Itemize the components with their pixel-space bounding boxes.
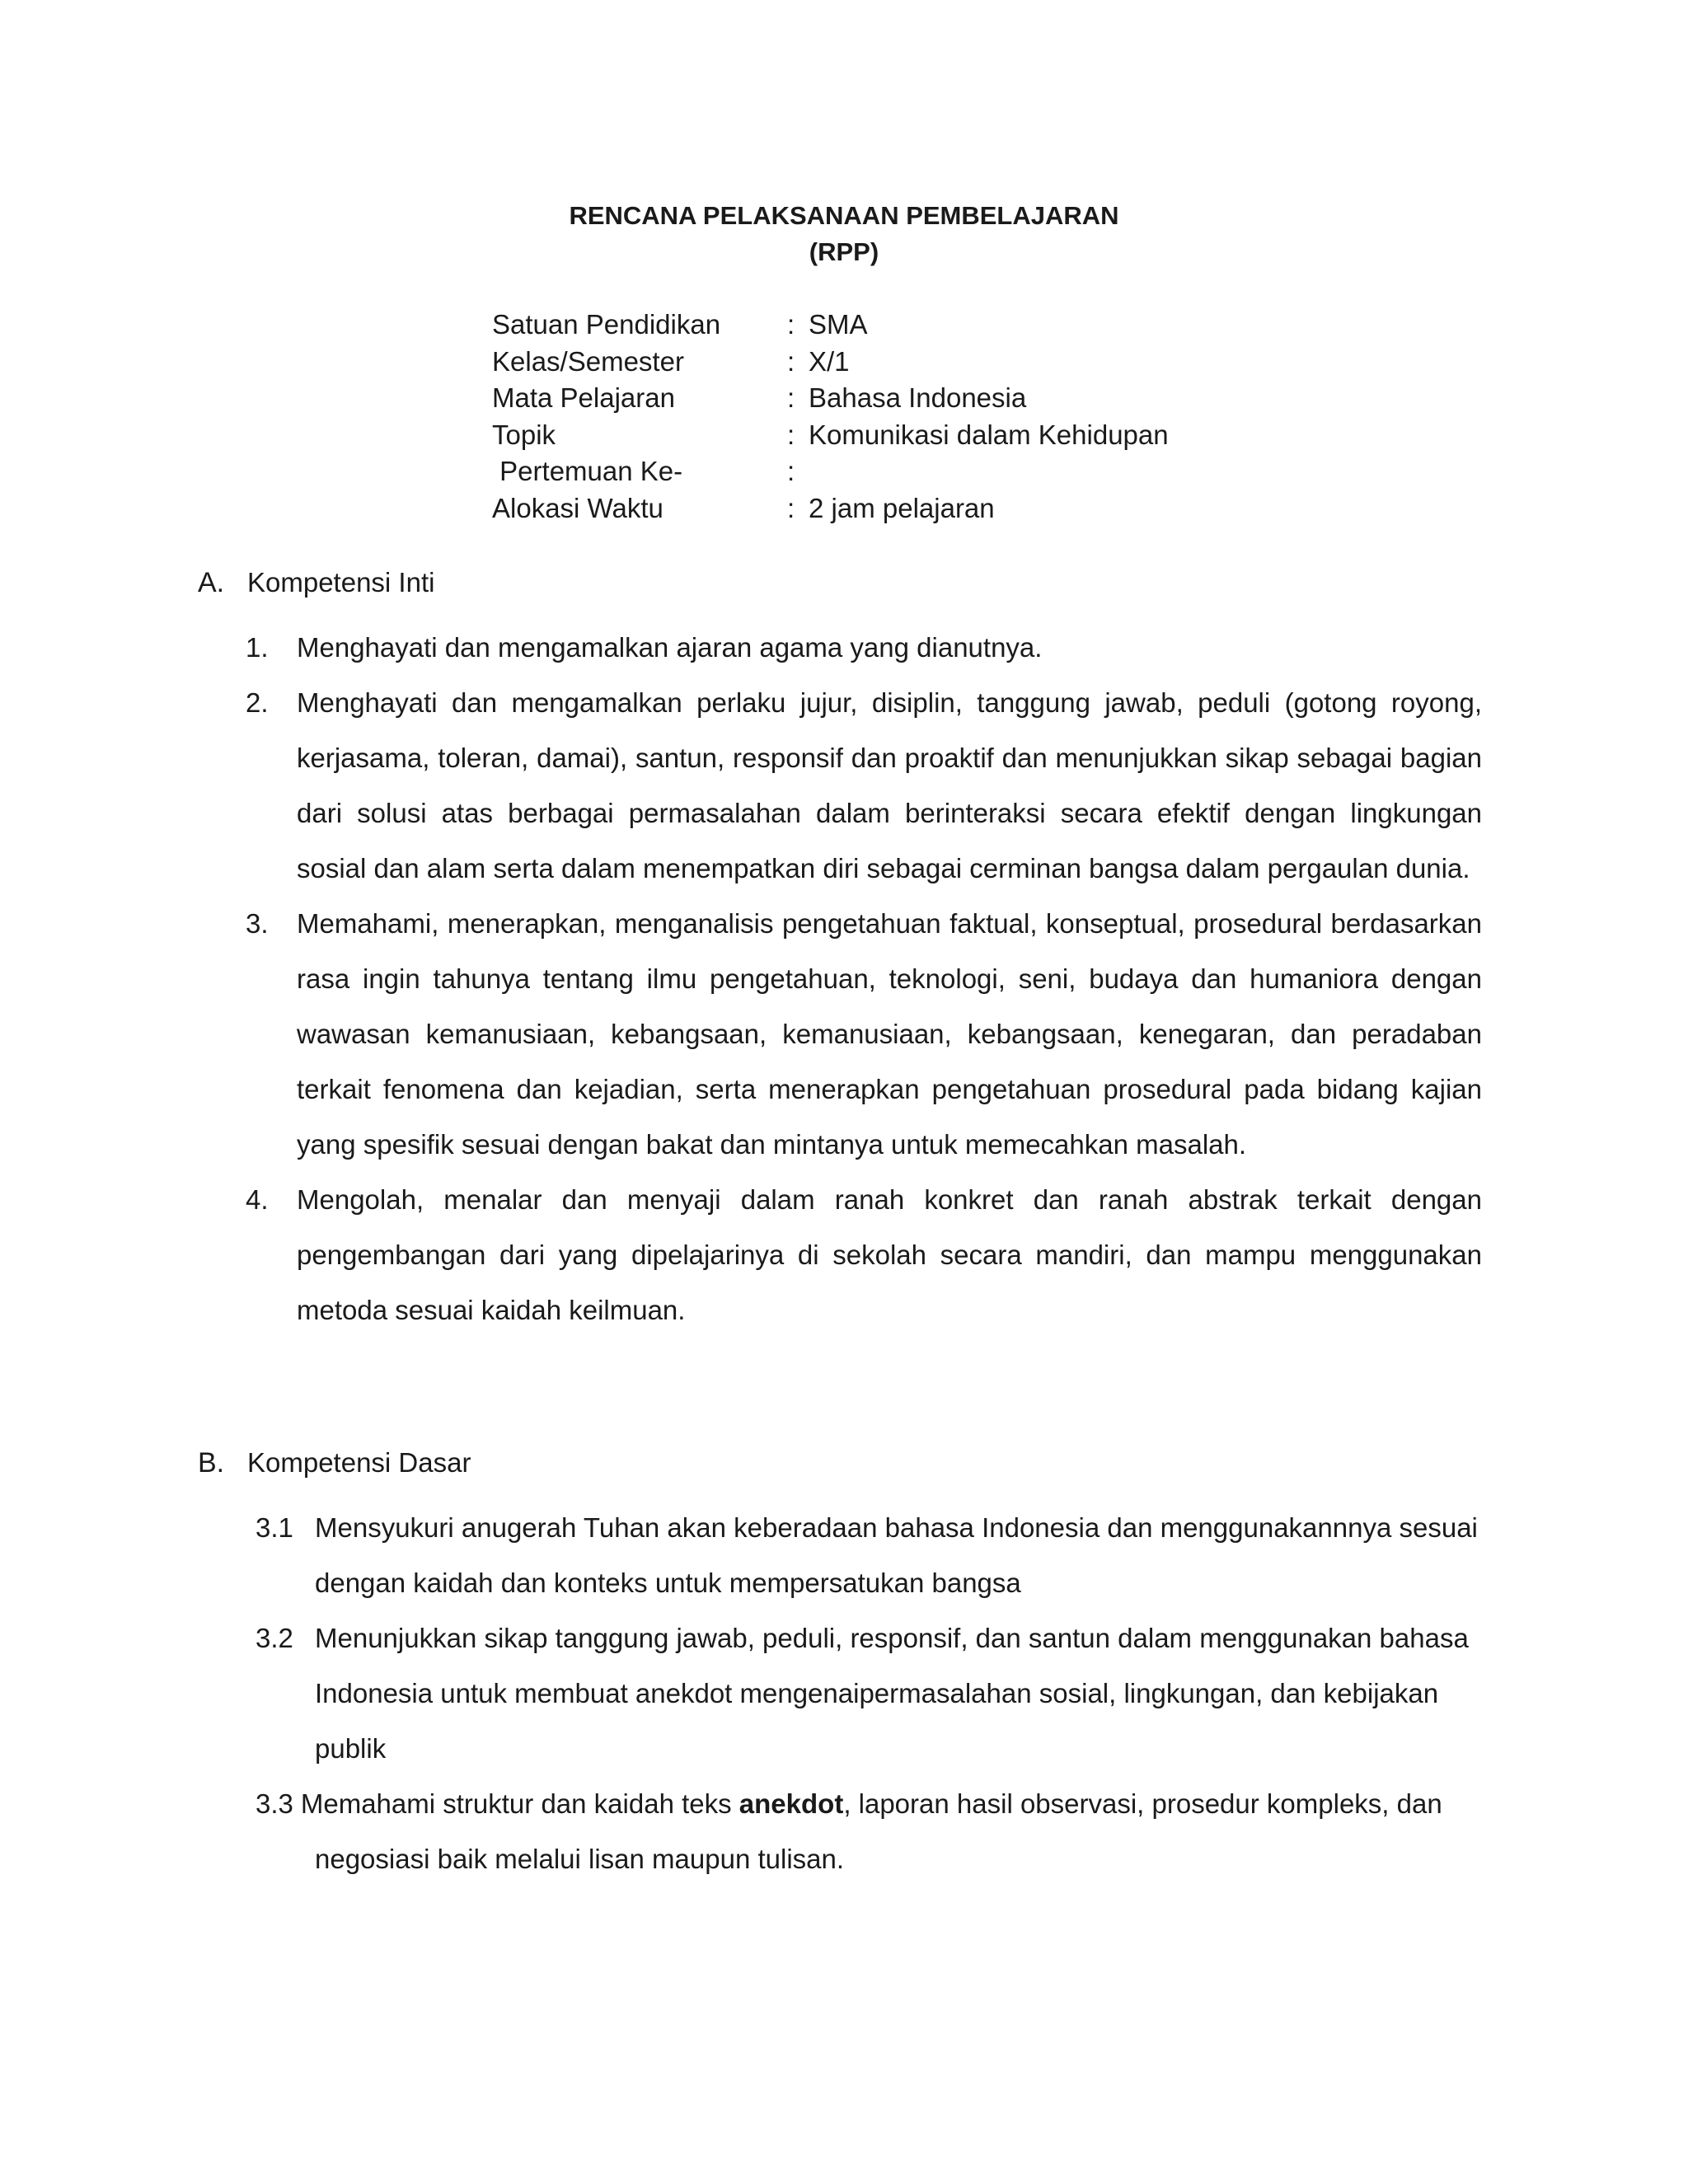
section-heading-kompetensi-dasar [198, 1445, 471, 1481]
section-letter: B. [198, 1447, 225, 1479]
section-heading-kompetensi-inti [198, 565, 434, 601]
info-row-pertemuan [492, 453, 1169, 490]
document-title: RENCANA PELAKSANAAN PEMBELAJARAN [569, 201, 1119, 230]
info-row-kelas [492, 344, 1169, 381]
list-item [246, 620, 1482, 675]
info-colon: : [787, 419, 795, 450]
info-value: 2 jam pelajaran [809, 492, 995, 523]
list-number: 3.3 [256, 1788, 293, 1819]
info-colon: : [787, 309, 795, 340]
list-item [256, 1500, 1492, 1610]
info-value: Komunikasi dalam Kehidupan [809, 419, 1169, 450]
section-title: Kompetensi Dasar [247, 1447, 471, 1478]
list-item [256, 1776, 1492, 1886]
info-value: X/1 [809, 345, 850, 377]
list-text: Menghayati dan mengamalkan perlaku jujur, disiplin, tanggung jawab, peduli (gotong royong, kerjasama, toleran, damai), santun, responsif dan proaktif dan menunjukkan sikap sebagai bagian dari solusi atas berbagai permasalahan dalam berinteraksi secara efektif dengan lingkungan sosial dan alam serta dalam menempatkan diri sebagai cerminan bangsa dalam pergaulan dunia. [297, 687, 1482, 883]
list-text-continued: publik [315, 1733, 387, 1764]
list-item [256, 1610, 1492, 1776]
list-number: 2. [246, 687, 269, 718]
info-value: SMA [809, 309, 868, 340]
kompetensi-inti-list [246, 620, 1482, 1338]
info-row-alokasi [492, 490, 1169, 527]
document-subtitle: (RPP) [809, 237, 879, 266]
info-label: Alokasi Waktu [492, 492, 663, 523]
emphasis-term: anekdot [738, 1788, 844, 1819]
info-colon: : [787, 456, 795, 487]
list-number: 3.1 [256, 1512, 293, 1543]
info-label: Kelas/Semester [492, 345, 684, 377]
list-item [246, 675, 1482, 896]
list-text-continued: negosiasi baik melalui lisan maupun tulisan. [315, 1844, 845, 1874]
list-number: 1. [246, 632, 269, 663]
info-colon: : [787, 492, 795, 523]
list-text: Menghayati dan mengamalkan ajaran agama yang dianutnya. [297, 632, 1043, 663]
info-colon: : [787, 382, 795, 414]
list-number: 3.2 [256, 1623, 293, 1653]
info-row-satuan [492, 307, 1169, 344]
info-row-topik [492, 417, 1169, 454]
info-label: Topik [492, 419, 556, 450]
list-text-continued: Indonesia untuk membuat anekdot mengenaipermasalahan sosial, lingkungan, dan kebijakan [315, 1678, 1439, 1708]
section-letter: A. [198, 567, 225, 598]
kompetensi-dasar-list [256, 1500, 1492, 1886]
info-label: Satuan Pendidikan [492, 309, 721, 340]
list-item [246, 896, 1482, 1172]
list-text: Memahami, menerapkan, menganalisis pengetahuan faktual, konseptual, prosedural berdasarkan rasa ingin tahunya tentang ilmu pengetahuan, teknologi, seni, budaya dan humaniora dengan wawasan kemanusiaan, kebangsaan, kemanusiaan, kebangsaan, kenegaran, dan peradaban terkait fenomena dan kejadian, serta menerapkan pengetahuan prosedural pada bidang kajian yang spesifik sesuai dengan bakat dan mintanya untuk memecahkan masalah. [297, 908, 1482, 1160]
list-number: 3. [246, 908, 269, 939]
list-text: Mengolah, menalar dan menyaji dalam ranah konkret dan ranah abstrak terkait dengan pengembangan dari yang dipelajarinya di sekolah secara mandiri, dan mampu menggunakan metoda sesuai kaidah keilmuan. [297, 1184, 1482, 1325]
list-text: Memahami struktur dan kaidah teks [300, 1788, 739, 1819]
info-value: Bahasa Indonesia [809, 382, 1027, 414]
list-item [246, 1172, 1482, 1338]
list-text-continued: dengan kaidah dan konteks untuk mempersatukan bangsa [315, 1568, 1021, 1598]
info-label: Pertemuan Ke- [492, 456, 683, 487]
info-label: Mata Pelajaran [492, 382, 675, 414]
info-row-mapel [492, 380, 1169, 417]
list-number: 4. [246, 1184, 269, 1215]
identity-table [492, 307, 1169, 527]
info-colon: : [787, 345, 795, 377]
section-title: Kompetensi Inti [247, 567, 435, 598]
list-text: Menunjukkan sikap tanggung jawab, peduli, responsif, dan santun dalam menggunakan bahasa [315, 1623, 1469, 1653]
list-text: , laporan hasil observasi, prosedur kompleks, dan [843, 1788, 1442, 1819]
list-text: Mensyukuri anugerah Tuhan akan keberadaan bahasa Indonesia dan menggunakannnya sesuai [315, 1512, 1478, 1543]
